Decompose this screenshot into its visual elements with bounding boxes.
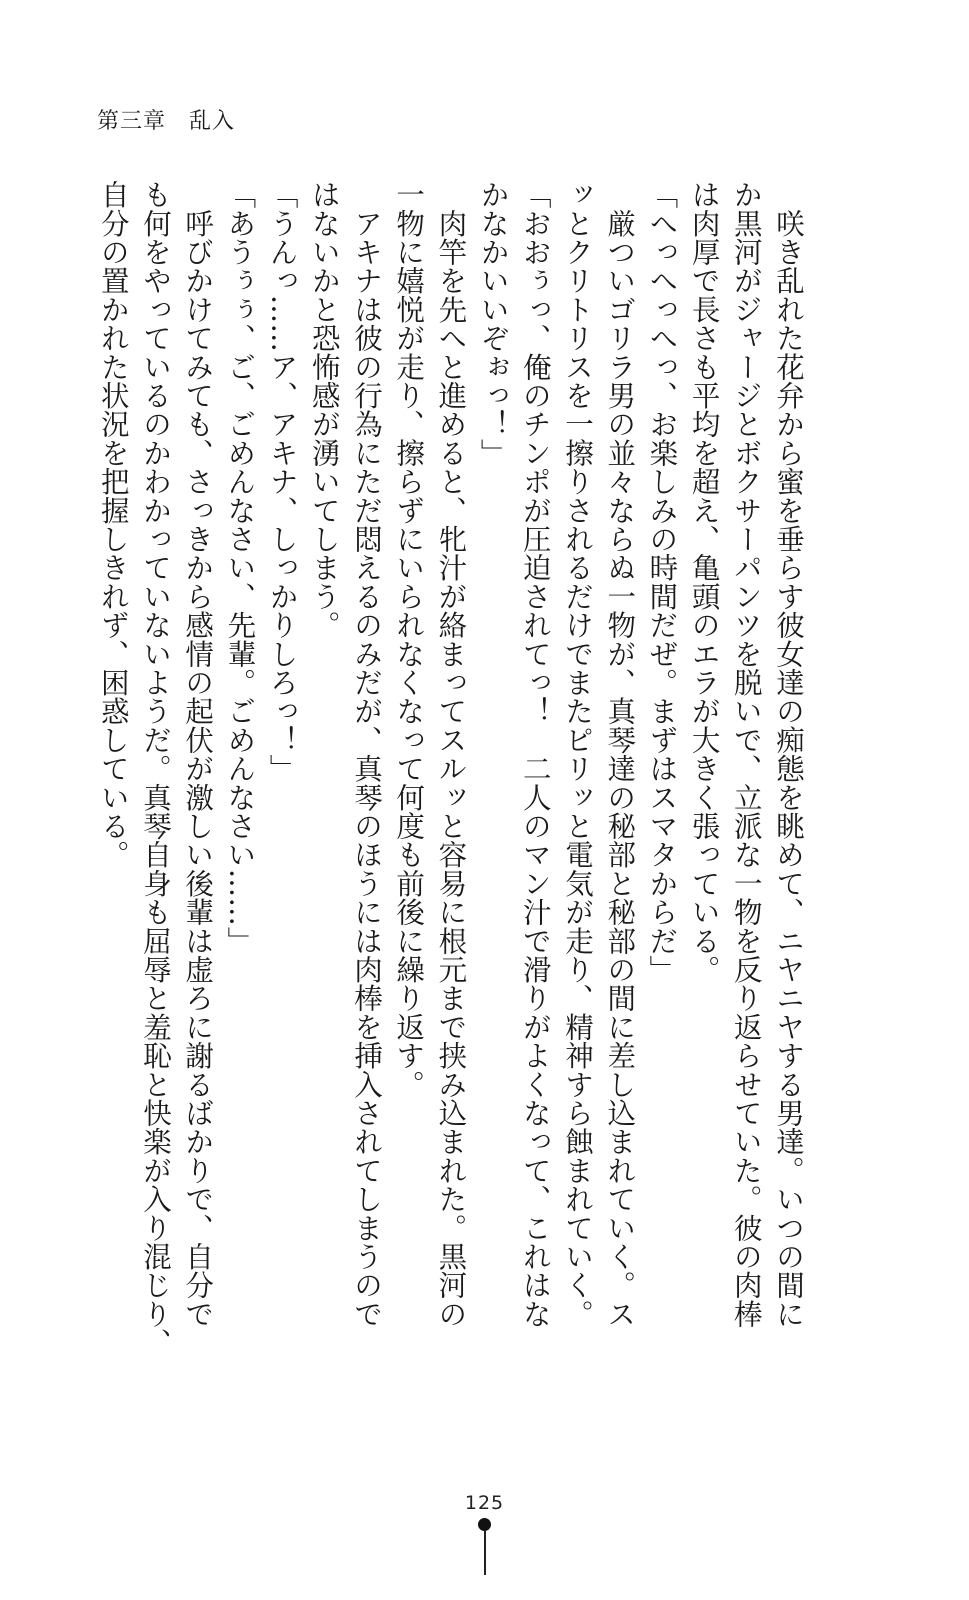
page-footer <box>0 1492 969 1575</box>
text-line: はないかと恐怖感が湧いてしまう。 <box>307 180 341 640</box>
text-line: も何をやっているのかわかっていないようだ。真琴自身も屈辱と羞恥と快楽が入り混じり、 <box>138 180 172 1357</box>
text-line: アキナは彼の行為にただ悶えるのみだが、真琴のほうには肉棒を挿入されてしまうので <box>349 180 383 1328</box>
text-line: 呼びかけてみても、さっきから感情の起伏が激しい後輩は虚ろに謝るばかりで、自分で <box>181 180 215 1329</box>
text-line: 「うんっ……ア、アキナ、しっかりしろっ！」 <box>265 180 299 783</box>
text-line: 「おおぅっ、俺のチンポが圧迫されてっ！ 二人のマン汁で滑りがよくなって、これはな <box>518 180 552 1328</box>
text-line: 咲き乱れた花弁から蜜を垂らす彼女達の痴態を眺めて、ニヤニヤする男達。いつの間に <box>772 180 805 1328</box>
text-line: かなかいいぞぉっ！」 <box>476 180 510 467</box>
page-marker-line <box>484 1531 486 1575</box>
vertical-body-text <box>92 180 809 1380</box>
text-line: 「へっへっへっ、お楽しみの時間だぜ。まずはスマタからだ」 <box>645 180 679 984</box>
text-line: 厳ついゴリラ男の並々ならぬ一物が、真琴達の秘部と秘部の間に差し込まれていく。ス <box>603 180 637 1328</box>
text-line: 「あうぅぅ、ご、ごめんなさい、先輩。ごめんなさい……」 <box>223 180 257 955</box>
chapter-heading: 第三章 乱入 <box>97 109 236 134</box>
text-line: 一物に嬉悦が走り、擦らずにいられなくなって何度も前後に繰り返す。 <box>392 180 426 1099</box>
page-marker-dot <box>478 1518 491 1531</box>
text-line: 自分の置かれた状況を把握しきれず、困惑している。 <box>96 180 130 869</box>
text-line: か黒河がジャージとボクサーパンツを脱いで、立派な一物を反り返らせていた。彼の肉棒 <box>729 180 763 1328</box>
text-line: ッとクリトリスを一擦りされるだけでまたピリッと電気が走り、精神すら蝕まれていく。 <box>560 180 594 1329</box>
text-line: は肉厚で長さも平均を超え、亀頭のエラが大きく張っている。 <box>687 180 721 984</box>
text-line: 肉竿を先へと進めると、牝汁が絡まってスルッと容易に根元まで挟み込まれた。黒河の <box>434 180 468 1328</box>
page-number: 125 <box>464 1492 505 1514</box>
